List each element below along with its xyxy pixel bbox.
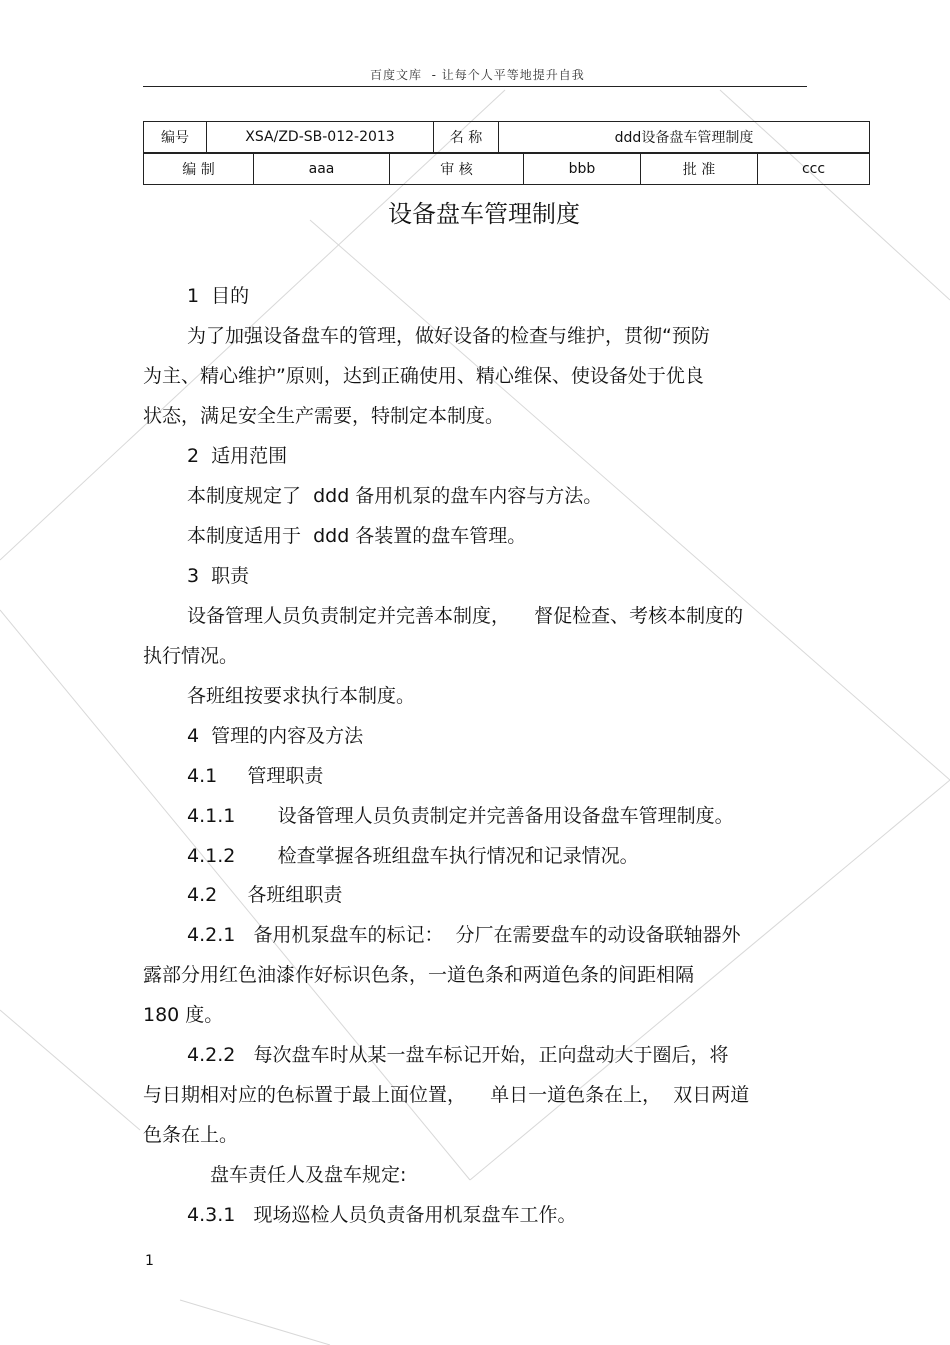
info-table-row2 — [143, 153, 870, 185]
value-approve: ccc — [758, 154, 870, 185]
value-code: XSA/ZD-SB-012-2013 — [207, 122, 434, 153]
heading-content-methods: 4 管理的内容及方法 — [187, 725, 364, 747]
heading-duties: 3 职责 — [187, 565, 250, 587]
paragraph-line: 为了加强设备盘车的管理，做好设备的检查与维护，贯彻“预防 — [187, 325, 710, 347]
heading-4-1: 4.1 管理职责 — [187, 765, 324, 787]
label-review: 审 核 — [390, 154, 524, 185]
paragraph-line: 色条在上。 — [143, 1124, 239, 1146]
value-review: bbb — [524, 154, 641, 185]
paragraph-line: 本制度适用于 ddd 各装置的盘车管理。 — [187, 525, 527, 547]
paragraph-line: 为主、精心维护”原则，达到正确使用、精心维保、使设备处于优良 — [143, 365, 704, 387]
paragraph-line: 状态，满足安全生产需要，特制定本制度。 — [143, 405, 505, 427]
paragraph-line: 露部分用红色油漆作好标识色条，一道色条和两道色条的间距相隔 — [143, 964, 695, 986]
label-name: 名 称 — [434, 122, 499, 153]
item-4-1-2: 4.1.2 检查掌握各班组盘车执行情况和记录情况。 — [187, 845, 639, 867]
paragraph-line: 与日期相对应的色标置于最上面位置， 单日一道色条在上， 双日两道 — [143, 1084, 750, 1106]
heading-scope: 2 适用范围 — [187, 445, 288, 467]
value-compile: aaa — [254, 154, 390, 185]
paragraph-line: 设备管理人员负责制定并完善本制度， 督促检查、考核本制度的 — [187, 605, 744, 627]
heading-4-2: 4.2 各班组职责 — [187, 884, 343, 906]
info-table-row1 — [143, 121, 870, 153]
value-name: ddd设备盘车管理制度 — [499, 122, 870, 153]
paragraph-line: 各班组按要求执行本制度。 — [187, 685, 416, 707]
label-compile: 编 制 — [144, 154, 254, 185]
heading-purpose: 1 目的 — [187, 285, 250, 307]
page-number: 1 — [145, 1253, 154, 1269]
paragraph-line: 180 度。 — [143, 1004, 224, 1026]
header-divider — [143, 86, 807, 87]
label-code: 编号 — [144, 122, 207, 153]
label-approve: 批 准 — [641, 154, 758, 185]
item-4-2-2: 4.2.2 每次盘车时从某一盘车标记开始，正向盘动大于圈后，将 — [187, 1044, 729, 1066]
heading-responsible: 盘车责任人及盘车规定: — [210, 1164, 407, 1186]
paragraph-line: 本制度规定了 ddd 备用机泵的盘车内容与方法。 — [187, 485, 603, 507]
paragraph-line: 执行情况。 — [143, 645, 239, 667]
item-4-1-1: 4.1.1 设备管理人员负责制定并完善备用设备盘车管理制度。 — [187, 805, 734, 827]
page-header: 百度文库 - 让每个人平等地提升自我 — [370, 68, 585, 82]
item-4-3-1: 4.3.1 现场巡检人员负责备用机泵盘车工作。 — [187, 1204, 577, 1226]
item-4-2-1: 4.2.1 备用机泵盘车的标记： 分厂在需要盘车的动设备联轴器外 — [187, 924, 741, 946]
document-title: 设备盘车管理制度 — [388, 200, 580, 228]
